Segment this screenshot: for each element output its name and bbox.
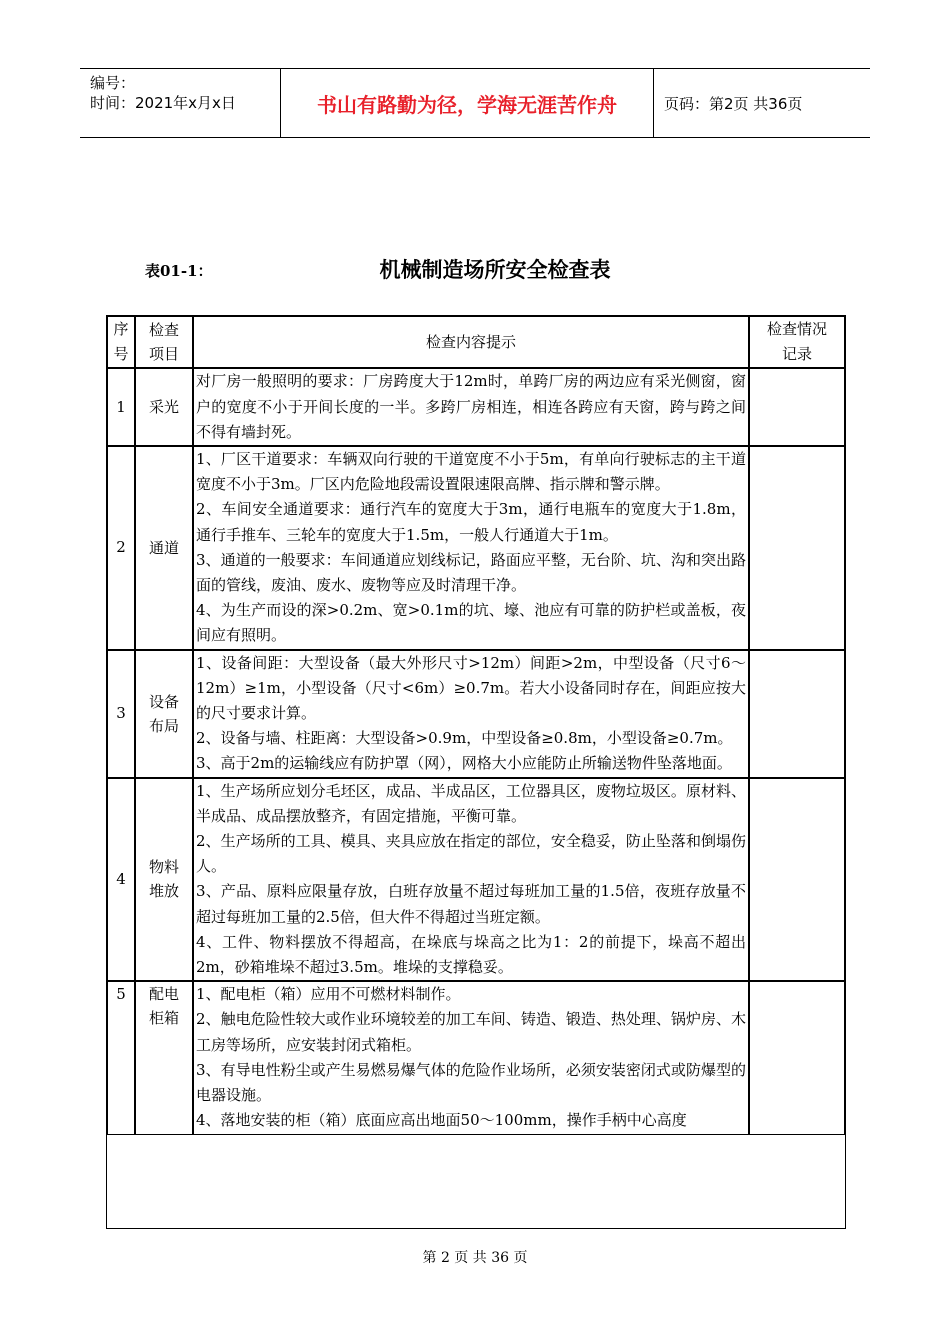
row-record[interactable] <box>749 778 845 982</box>
row-no: 1 <box>107 368 135 446</box>
header-content: 检查内容提示 <box>193 316 749 368</box>
row-content: 1、配电柜（箱）应用不可燃材料制作。 2、触电危险性较大或作业环境较差的加工车间、铸造、锻造、热处理、锅炉房、木工房等场所，应安装封闭式箱柜。 3、有导电性粉尘或产生易燃易爆气体的危险作业场所，必须安装密闭式或防爆型的电器设施。 4、落地安装的柜（箱）底面应高出地面50～100mm，操作手柄中心高度 <box>193 981 749 1134</box>
row-record[interactable] <box>749 650 845 778</box>
row-record[interactable] <box>749 446 845 650</box>
table-row <box>107 778 845 982</box>
header-item: 检查 项目 <box>135 316 193 368</box>
header-page-info: 页码：第2页 共36页 <box>664 94 803 113</box>
row-content: 1、生产场所应划分毛坯区，成品、半成品区，工位器具区，废物垃圾区。原材料、半成品、成品摆放整齐，有固定措施，平衡可靠。 2、生产场所的工具、模具、夹具应放在指定的部位，安全稳妥，防止坠落和倒塌伤人。 3、产品、原料应限量存放，白班存放量不超过每班加工量的1.5倍，夜班存放量不超过每班加工量的2.5倍，但大件不得超过当班定额。 4、工件、物料摆放不得超高，在垛底与垛高之比为1：2的前提下，垛高不超出2m，砂箱堆垛不超过3.5m。堆垛的支撑稳妥。 <box>193 778 749 982</box>
doc-number-label: 编号： <box>90 74 136 92</box>
row-content: 1、厂区干道要求：车辆双向行驶的干道宽度不小于5m，有单向行驶标志的主干道宽度不小于3m。厂区内危险地段需设置限速限高牌、指示牌和警示牌。 2、车间安全通道要求：通行汽车的宽度大于3m，通行电瓶车的宽度大于1.8m，通行手推车、三轮车的宽度大于1.5m，一般人行通道大于1m。 3、通道的一般要求：车间通道应划线标记，路面应平整，无台阶、坑、沟和突出路面的管线，废油、废水、废物等应及时清理干净。 4、为生产而设的深>0.2m、宽>0.1m的坑、壕、池应有可靠的防护栏或盖板，夜间应有照明。 <box>193 446 749 650</box>
row-record[interactable] <box>749 981 845 1134</box>
table-row <box>107 650 845 778</box>
row-item: 设备 布局 <box>135 650 193 778</box>
table-header-row <box>107 316 845 368</box>
inspection-table-frame <box>106 315 846 1229</box>
header-meta <box>80 69 281 137</box>
row-item: 通道 <box>135 446 193 650</box>
running-header <box>80 68 870 138</box>
row-content: 对厂房一般照明的要求：厂房跨度大于12m时，单跨厂房的两边应有采光侧窗，窗户的宽度不小于开间长度的一半。多跨厂房相连，相连各跨应有天窗，跨与跨之间不得有墙封死。 <box>193 368 749 446</box>
row-no: 4 <box>107 778 135 982</box>
row-item: 物料 堆放 <box>135 778 193 982</box>
header-no: 序 号 <box>107 316 135 368</box>
row-no: 3 <box>107 650 135 778</box>
table-row <box>107 368 845 446</box>
table-row <box>107 981 845 1134</box>
row-record[interactable] <box>749 368 845 446</box>
row-item: 配电 柜箱 <box>135 981 193 1134</box>
row-no: 5 <box>107 981 135 1134</box>
table-number: 表01-1： <box>145 262 213 280</box>
page-footer: 第 2 页 共 36 页 <box>422 1250 528 1266</box>
header-record: 检查情况 记录 <box>749 316 845 368</box>
doc-date: 时间：2021年x月x日 <box>90 94 236 112</box>
header-motto: 书山有路勤为径，学海无涯苦作舟 <box>281 69 654 137</box>
page-title: 机械制造场所安全检查表 <box>379 258 611 282</box>
page-title-wrap <box>0 254 950 284</box>
row-content: 1、设备间距：大型设备（最大外形尺寸>12m）间距>2m，中型设备（尺寸6～12m）≥1m，小型设备（尺寸<6m）≥0.7m。若大小设备同时存在，间距应按大的尺寸要求计算。 2、设备与墙、柱距离：大型设备>0.9m，中型设备≥0.8m，小型设备≥0.7m。 3、高于2m的运输线应有防护罩（网），网格大小应能防止所输送物件坠落地面。 <box>193 650 749 778</box>
table-row <box>107 446 845 650</box>
row-item: 采光 <box>135 368 193 446</box>
row-no: 2 <box>107 446 135 650</box>
inspection-table <box>107 316 845 1135</box>
